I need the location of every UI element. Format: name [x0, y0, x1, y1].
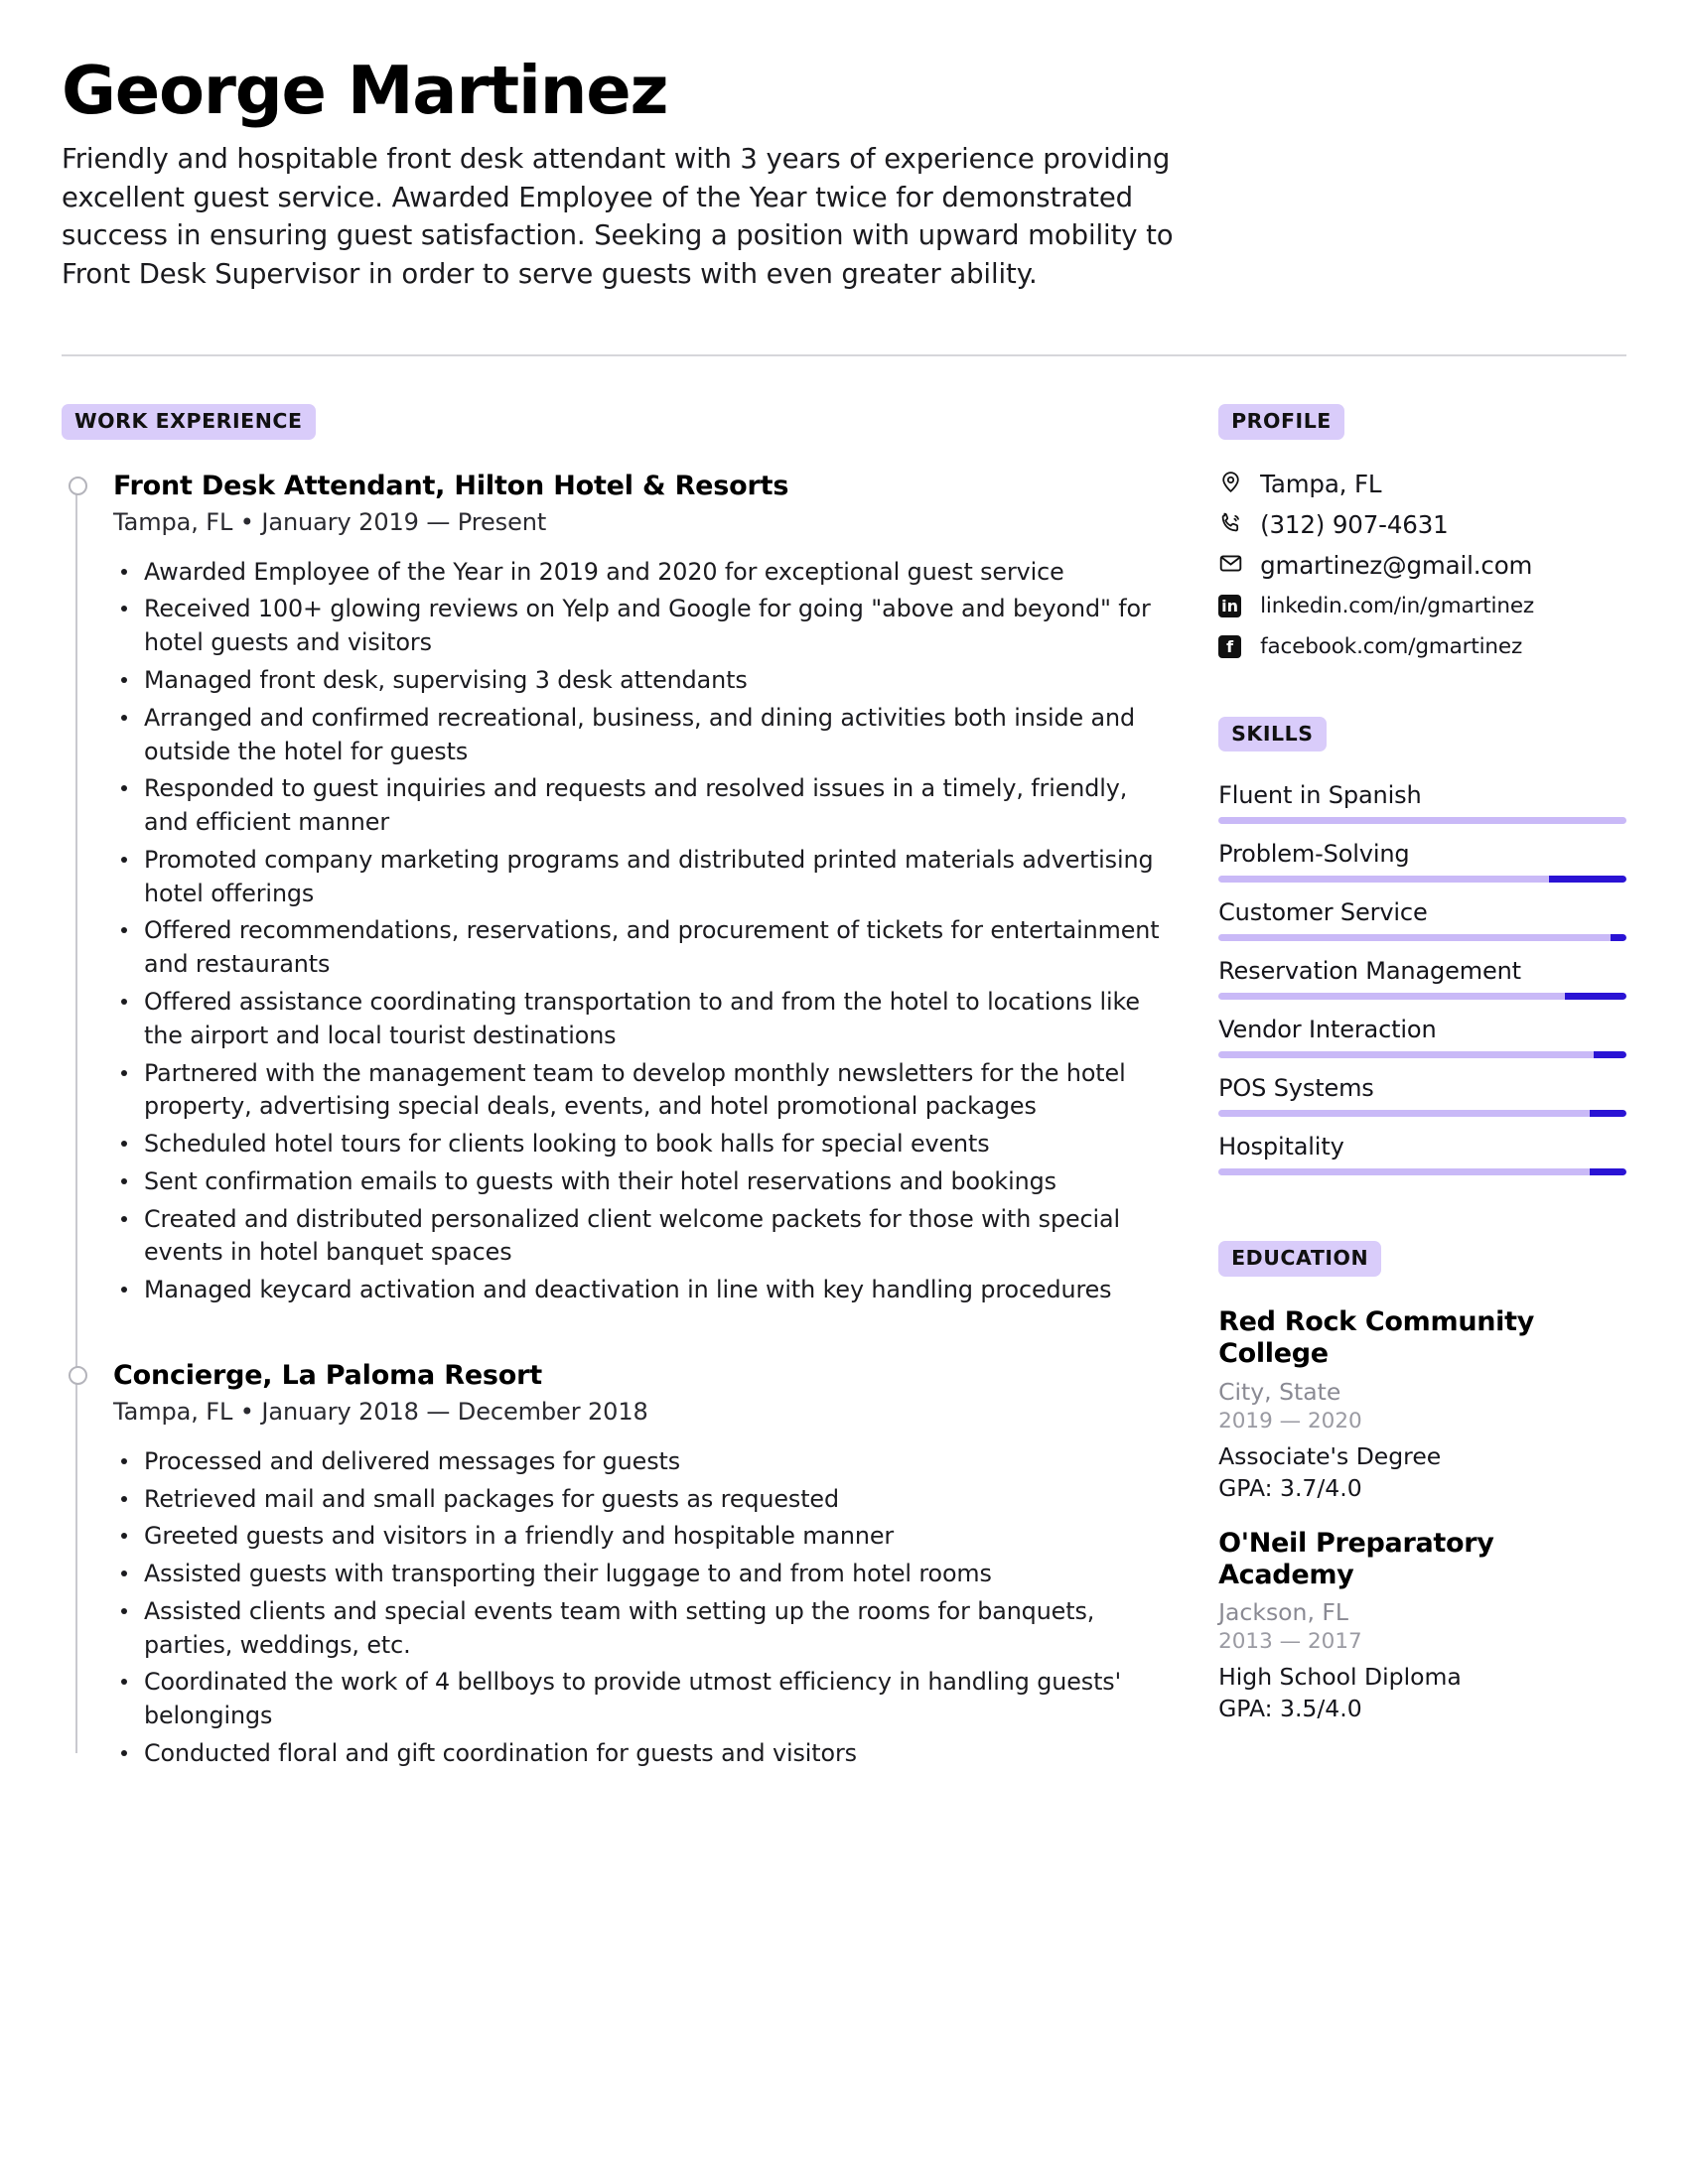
- skill-rating-bar: [1218, 1051, 1626, 1058]
- contact-list: [1218, 470, 1626, 662]
- professional-summary: Friendly and hospitable front desk attendant with 3 years of experience providing excellent guest service. Awarded Employee of the Year twice for demonstrated success in ensuring guest satisfaction. Seeking a position with upward mobility to Front Desk Supervisor in order to serve guests with even greater ability.: [62, 143, 1174, 290]
- education-entry: [1218, 1306, 1626, 1502]
- work-experience-heading: [62, 404, 1161, 440]
- job-bullet: Managed front desk, supervising 3 desk attendants: [113, 664, 1161, 698]
- spacer: [113, 1317, 1161, 1359]
- resume-header: [62, 52, 1626, 293]
- skill-rating-fill: [1565, 993, 1626, 1000]
- experience-timeline: [62, 470, 1161, 1771]
- job-bullet: Greeted guests and visitors in a friendly and hospitable manner: [113, 1520, 1161, 1554]
- skill-label: Reservation Management: [1218, 957, 1521, 986]
- skill-item: [1218, 1133, 1626, 1175]
- skill-item: [1218, 898, 1626, 941]
- location-pin-icon: [1218, 470, 1243, 498]
- school-dates: 2019 — 2020: [1218, 1408, 1362, 1433]
- skill-rating-fill: [1590, 1168, 1626, 1175]
- education-badge: EDUCATION: [1218, 1241, 1381, 1277]
- school-location: City, State: [1218, 1377, 1341, 1406]
- spacer: [1218, 1191, 1626, 1241]
- skill-rating-fill: [1594, 1051, 1626, 1058]
- job-bullet: Responded to guest inquiries and requests and resolved issues in a timely, friendly, and efficient manner: [113, 772, 1161, 840]
- skill-rating-fill: [1549, 876, 1626, 883]
- skill-rating-fill: [1611, 934, 1626, 941]
- resume-body: [62, 404, 1626, 1780]
- job-bullet: Received 100+ glowing reviews on Yelp and Google for going "above and beyond" for hotel guests and visitors: [113, 593, 1161, 660]
- job-bullet: Offered recommendations, reservations, and procurement of tickets for entertainment and restaurants: [113, 914, 1161, 982]
- job-bullet: Scheduled hotel tours for clients looking to book halls for special events: [113, 1128, 1161, 1161]
- timeline-line: [75, 483, 77, 1753]
- job-bullet: Partnered with the management team to develop monthly newsletters for the hotel property, advertising special deals, events, and hotel promotional packages: [113, 1057, 1161, 1125]
- job-bullet: Created and distributed personalized client welcome packets for those with special events in hotel banquet spaces: [113, 1203, 1161, 1271]
- education-list: [1218, 1306, 1626, 1723]
- skill-rating-bar: [1218, 1168, 1626, 1175]
- contact-value: linkedin.com/in/gmartinez: [1260, 594, 1535, 619]
- job-bullet: Coordinated the work of 4 bellboys to provide utmost efficiency in handling guests' belongings: [113, 1666, 1161, 1733]
- header-divider: [62, 354, 1626, 356]
- contact-value: gmartinez@gmail.com: [1260, 551, 1533, 581]
- contact-value: Tampa, FL: [1260, 470, 1382, 499]
- contact-item[interactable]: [1218, 470, 1626, 499]
- job-bullet: Conducted floral and gift coordination for guests and visitors: [113, 1737, 1161, 1771]
- skill-rating-fill: [1590, 1110, 1626, 1117]
- education-heading: [1218, 1241, 1626, 1277]
- contact-item[interactable]: [1218, 592, 1626, 621]
- profile-badge: PROFILE: [1218, 404, 1344, 440]
- contact-item[interactable]: [1218, 632, 1626, 662]
- gpa-value: GPA: 3.5/4.0: [1218, 1695, 1362, 1723]
- skill-item: [1218, 781, 1626, 824]
- contact-item[interactable]: [1218, 551, 1626, 581]
- skill-rating-bar: [1218, 934, 1626, 941]
- education-entry: [1218, 1528, 1626, 1723]
- skill-label: Vendor Interaction: [1218, 1016, 1437, 1044]
- skill-item: [1218, 840, 1626, 883]
- sidebar-column: [1200, 404, 1626, 1780]
- skills-heading: [1218, 717, 1626, 752]
- school-dates: 2013 — 2017: [1218, 1629, 1362, 1655]
- timeline-marker-icon: [69, 1366, 87, 1385]
- spacer: [1218, 673, 1626, 717]
- job-bullet: Arranged and confirmed recreational, business, and dining activities both inside and outside the hotel for guests: [113, 702, 1161, 769]
- job-bullet: Awarded Employee of the Year in 2019 and 2020 for exceptional guest service: [113, 556, 1161, 590]
- gpa-value: GPA: 3.7/4.0: [1218, 1473, 1362, 1502]
- contact-value: (312) 907-4631: [1260, 510, 1449, 540]
- job-title: Concierge, La Paloma Resort: [113, 1360, 542, 1392]
- job-bullet: Managed keycard activation and deactivation in line with key handling procedures: [113, 1274, 1161, 1307]
- work-experience-badge: WORK EXPERIENCE: [62, 404, 316, 440]
- job-bullet-list: [113, 556, 1161, 1307]
- candidate-name: George Martinez: [62, 52, 668, 129]
- school-name: Red Rock Community College: [1218, 1305, 1535, 1370]
- job-bullet: Retrieved mail and small packages for guests as requested: [113, 1483, 1161, 1517]
- skill-label: Problem-Solving: [1218, 840, 1410, 869]
- skill-rating-bar: [1218, 817, 1626, 824]
- job-title: Front Desk Attendant, Hilton Hotel & Resorts: [113, 470, 789, 501]
- facebook-icon: f: [1218, 635, 1241, 658]
- contact-value: facebook.com/gmartinez: [1260, 634, 1523, 660]
- contact-item[interactable]: [1218, 510, 1626, 540]
- job-entry: [113, 1359, 1161, 1771]
- school-name: O'Neil Preparatory Academy: [1218, 1527, 1494, 1591]
- degree-name: High School Diploma: [1218, 1663, 1462, 1692]
- job-bullet: Assisted guests with transporting their luggage to and from hotel rooms: [113, 1558, 1161, 1591]
- skill-label: Customer Service: [1218, 898, 1428, 927]
- degree-name: Associate's Degree: [1218, 1441, 1442, 1470]
- skill-item: [1218, 1074, 1626, 1117]
- job-meta: Tampa, FL • January 2019 — Present: [113, 507, 547, 536]
- skill-item: [1218, 957, 1626, 1000]
- main-column: [62, 404, 1200, 1780]
- job-bullet: Offered assistance coordinating transportation to and from the hotel to locations like the airport and local tourist destinations: [113, 986, 1161, 1053]
- job-bullet: Processed and delivered messages for guests: [113, 1445, 1161, 1479]
- skills-badge: SKILLS: [1218, 717, 1326, 752]
- job-bullet: Promoted company marketing programs and distributed printed materials advertising hotel offerings: [113, 844, 1161, 911]
- timeline-marker-icon: [69, 477, 87, 495]
- skill-label: Hospitality: [1218, 1133, 1344, 1161]
- job-bullet: Assisted clients and special events team with setting up the rooms for banquets, parties, weddings, etc.: [113, 1595, 1161, 1663]
- skill-label: Fluent in Spanish: [1218, 781, 1422, 810]
- skill-rating-bar: [1218, 876, 1626, 883]
- skill-rating-bar: [1218, 1110, 1626, 1117]
- envelope-icon: [1218, 551, 1243, 580]
- profile-heading: [1218, 404, 1626, 440]
- skills-list: [1218, 781, 1626, 1175]
- job-bullet-list: [113, 1445, 1161, 1771]
- skill-label: POS Systems: [1218, 1074, 1374, 1103]
- phone-icon: [1218, 510, 1243, 539]
- job-bullet: Sent confirmation emails to guests with their hotel reservations and bookings: [113, 1165, 1161, 1199]
- skill-rating-bar: [1218, 993, 1626, 1000]
- job-entry: [113, 470, 1161, 1307]
- skill-item: [1218, 1016, 1626, 1058]
- school-location: Jackson, FL: [1218, 1598, 1349, 1627]
- job-meta: Tampa, FL • January 2018 — December 2018: [113, 1397, 648, 1426]
- linkedin-icon: in: [1218, 595, 1241, 617]
